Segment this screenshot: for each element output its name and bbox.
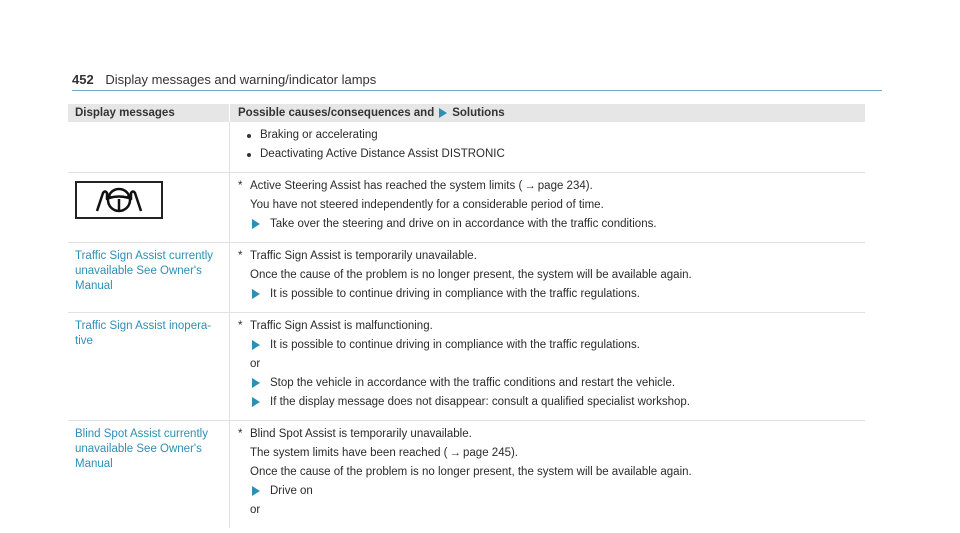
arrow-right-icon xyxy=(252,486,260,496)
action-text: Take over the steering and drive on in accordance with the traffic conditions. xyxy=(270,218,657,230)
explanation-pre: The system limits have been reached ( xyxy=(250,447,448,459)
message-cell xyxy=(68,122,230,172)
explanation-text: You have not steered independently for a considerable period of time. xyxy=(250,199,604,211)
table-row xyxy=(68,122,865,173)
col-header-causes xyxy=(230,107,505,119)
col-header-display-messages: Display messages xyxy=(68,104,230,122)
causes-cell xyxy=(230,421,865,528)
page-header xyxy=(72,72,376,87)
arrow-right-icon xyxy=(252,340,260,350)
list-item: Deactivating Active Distance Assist DISTRONIC xyxy=(238,147,865,162)
header-divider xyxy=(72,90,882,91)
cause-text: Active Steering Assist has reached the system limits ( xyxy=(250,180,523,192)
causes-cell xyxy=(230,173,865,242)
cause-line xyxy=(238,319,865,334)
col-header-causes-label: Possible causes/consequences and xyxy=(238,107,435,119)
page-reference-link[interactable]: page 245). xyxy=(463,447,519,459)
explanation-text xyxy=(238,446,865,461)
page-number: 452 xyxy=(72,72,94,87)
explanation-text: Once the cause of the problem is no longer present, the system will be available again. xyxy=(250,269,692,281)
action-text: Stop the vehicle in accordance with the traffic conditions and restart the vehicle. xyxy=(270,377,676,389)
action-item xyxy=(238,338,865,353)
messages-table xyxy=(68,104,865,528)
col-header-solutions-label: Solutions xyxy=(452,107,505,119)
or-separator: or xyxy=(250,504,261,516)
table-header xyxy=(68,104,865,122)
causes-cell xyxy=(230,313,865,420)
asterisk: * xyxy=(238,428,243,440)
cause-line xyxy=(238,179,865,194)
action-item xyxy=(238,287,865,302)
cause-line xyxy=(238,249,865,264)
asterisk: * xyxy=(238,320,243,332)
action-item xyxy=(238,484,865,499)
cause-text: Traffic Sign Assist is temporarily unavailable. xyxy=(250,250,477,262)
arrow-right-icon xyxy=(252,378,260,388)
arrow-right-icon xyxy=(439,108,447,118)
cause-text: Traffic Sign Assist is malfunctioning. xyxy=(250,320,433,332)
explanation-text: Once the cause of the problem is no longer present, the system will be available again. xyxy=(250,466,692,478)
message-text: Traffic Sign Assist currently unavailable See Owner's Manual xyxy=(68,243,230,312)
table-row xyxy=(68,173,865,243)
causes-cell xyxy=(230,122,865,172)
steering-assist-hands-icon xyxy=(75,181,163,219)
cause-text: Blind Spot Assist is temporarily unavailable. xyxy=(250,428,472,440)
list-item: Braking or accelerating xyxy=(238,128,865,143)
action-item xyxy=(238,376,865,391)
page-ref-arrow: → xyxy=(524,180,536,192)
page-title: Display messages and warning/indicator lamps xyxy=(105,72,377,87)
arrow-right-icon xyxy=(252,219,260,229)
message-text: Traffic Sign Assist inopera-tive xyxy=(68,313,230,420)
action-text: Drive on xyxy=(270,485,313,497)
asterisk: * xyxy=(238,250,243,262)
table-row xyxy=(68,243,865,313)
table-row xyxy=(68,421,865,528)
arrow-right-icon xyxy=(252,397,260,407)
causes-cell xyxy=(230,243,865,312)
action-text: It is possible to continue driving in compliance with the traffic regulations. xyxy=(270,339,640,351)
or-separator: or xyxy=(250,358,261,370)
action-item xyxy=(238,217,865,232)
cause-line xyxy=(238,427,865,442)
asterisk: * xyxy=(238,180,243,192)
message-text: Blind Spot Assist currently unavailable See Owner's Manual xyxy=(68,421,230,528)
arrow-right-icon xyxy=(252,289,260,299)
page-ref-arrow: → xyxy=(449,447,462,459)
action-text: It is possible to continue driving in compliance with the traffic regulations. xyxy=(270,288,640,300)
action-item xyxy=(238,395,865,410)
action-text: If the display message does not disappear: consult a qualified specialist workshop. xyxy=(270,396,690,408)
page-reference-link[interactable]: page 234). xyxy=(537,180,593,192)
message-cell xyxy=(68,173,230,242)
table-row xyxy=(68,313,865,421)
